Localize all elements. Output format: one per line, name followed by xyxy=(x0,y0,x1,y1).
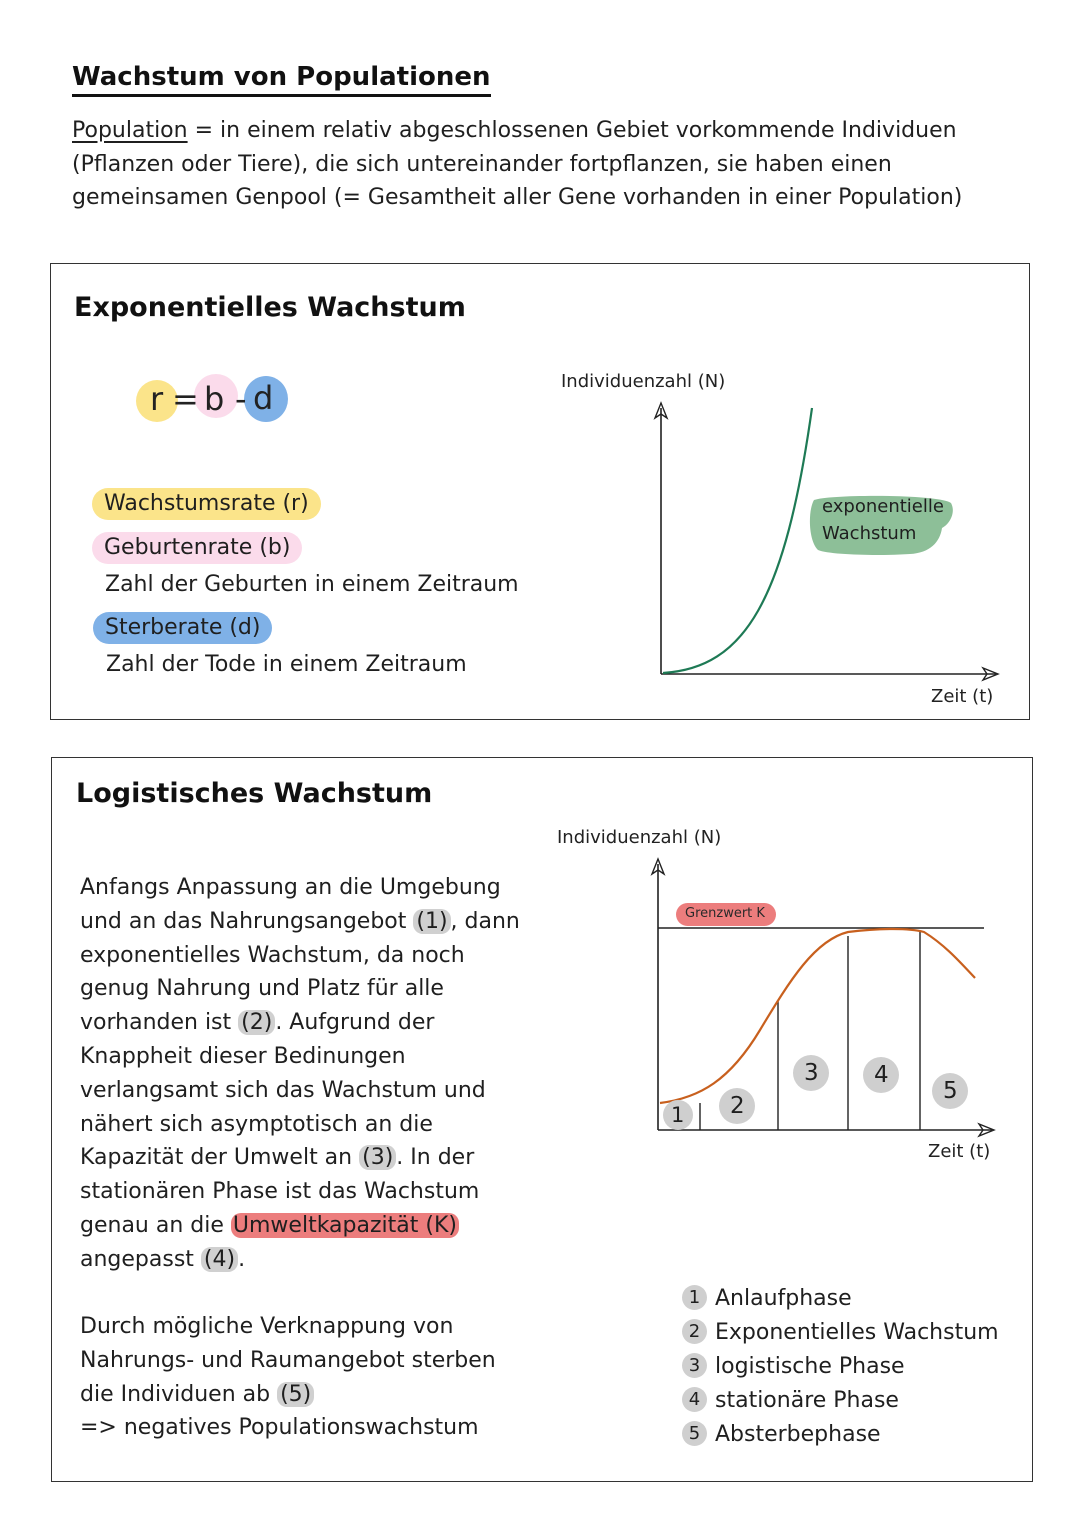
phase-label-5: 5 xyxy=(943,1078,958,1104)
para-line: stationären Phase ist das Wachstum xyxy=(80,1179,480,1205)
formula-minus: - xyxy=(235,380,247,418)
legend-item xyxy=(682,1318,999,1348)
para-line: vorhanden ist (2) . Aufgrund der xyxy=(80,1010,435,1036)
exp-x-axis-label: Zeit (t) xyxy=(931,686,994,707)
exp-y-axis-label: Individuenzahl (N) xyxy=(561,371,726,392)
para2-line: Durch mögliche Verknappung von xyxy=(80,1314,454,1339)
phase-ref-2: (2) xyxy=(238,1010,275,1035)
legend-number: 1 xyxy=(682,1285,707,1310)
para-line: nähert sich asymptotisch an die xyxy=(80,1111,433,1137)
legend-label: logistische Phase xyxy=(715,1354,905,1379)
legend-item xyxy=(682,1420,881,1450)
legend-item xyxy=(682,1284,852,1314)
exp-curve-label-1: exponentielle xyxy=(822,496,944,517)
birth-rate-description: Zahl der Geburten in einem Zeitraum xyxy=(105,572,519,597)
exponential-heading: Exponentielles Wachstum xyxy=(74,292,466,323)
para-line: genug Nahrung und Platz für alle xyxy=(80,976,444,1002)
legend-label: Absterbephase xyxy=(715,1422,881,1447)
phase-label-3: 3 xyxy=(804,1060,819,1086)
formula-b: b xyxy=(204,380,225,418)
para-line: Knappheit dieser Bedinungen xyxy=(80,1043,406,1069)
para2-line: die Individuen ab (5) xyxy=(80,1378,496,1412)
intro-line-2: (Pflanzen oder Tiere), die sich untereinander fortpflanzen, sie haben einen xyxy=(72,151,892,177)
capacity-highlight: Umweltkapazität (K) xyxy=(232,1212,457,1238)
intro-line-3: gemeinsamen Genpool (= Gesamtheit aller Gene vorhanden in einer Population) xyxy=(72,185,963,210)
phase-label-4: 4 xyxy=(874,1062,889,1088)
legend-item xyxy=(682,1386,899,1416)
death-rate-label: Sterberate (d) xyxy=(93,612,272,644)
intro-term: Population xyxy=(72,118,188,143)
legend-number: 4 xyxy=(682,1387,707,1412)
death-rate-description: Zahl der Tode in einem Zeitraum xyxy=(106,652,467,677)
logistic-heading: Logistisches Wachstum xyxy=(76,778,433,809)
phase-ref-5: (5) xyxy=(277,1382,314,1407)
capacity-label: Grenzwert K xyxy=(685,906,765,921)
growth-rate-label: Wachstumsrate (r) xyxy=(92,488,321,520)
para-line: Anfangs Anpassung an die Umgebung xyxy=(80,875,501,900)
para-line: exponentielles Wachstum, da noch xyxy=(80,942,465,968)
log-x-axis-label: Zeit (t) xyxy=(928,1141,991,1162)
para-line: genau an die Umweltkapazität (K) xyxy=(80,1212,457,1238)
para2-line: Nahrungs- und Raumangebot sterben xyxy=(80,1347,496,1373)
legend-item xyxy=(682,1352,905,1382)
phase-label-2: 2 xyxy=(730,1093,745,1119)
phase-ref-1: (1) xyxy=(413,909,450,934)
legend-number: 3 xyxy=(682,1353,707,1378)
log-y-axis-label: Individuenzahl (N) xyxy=(557,827,722,848)
intro-line-1: = in einem relativ abgeschlossenen Gebiet vorkommende Individuen xyxy=(187,118,957,143)
formula-equals: = xyxy=(172,380,199,418)
birth-rate-label: Geburtenrate (b) xyxy=(92,532,302,564)
phase-ref-4: (4) xyxy=(201,1247,238,1272)
para-line: Kapazität der Umwelt an (3) . In der xyxy=(80,1145,475,1171)
legend-label: Anlaufphase xyxy=(715,1286,852,1311)
legend-number: 5 xyxy=(682,1421,707,1446)
legend-label: Exponentielles Wachstum xyxy=(715,1320,999,1345)
page-title: Wachstum von Populationen xyxy=(72,62,491,97)
phase-ref-3: (3) xyxy=(359,1145,396,1170)
para2-line: => negatives Populationswachstum xyxy=(80,1415,479,1441)
para-line: und an das Nahrungsangebot (1) , dann xyxy=(80,908,520,934)
formula-d: d xyxy=(253,379,274,417)
legend-number: 2 xyxy=(682,1319,707,1344)
para-line: verlangsamt sich das Wachstum und xyxy=(80,1077,486,1103)
para-line: angepasst (4) . xyxy=(80,1246,246,1272)
phase-label-1: 1 xyxy=(671,1103,685,1127)
legend-label: stationäre Phase xyxy=(715,1388,899,1413)
exp-curve-label-2: Wachstum xyxy=(822,523,917,544)
formula-r: r xyxy=(150,380,164,418)
